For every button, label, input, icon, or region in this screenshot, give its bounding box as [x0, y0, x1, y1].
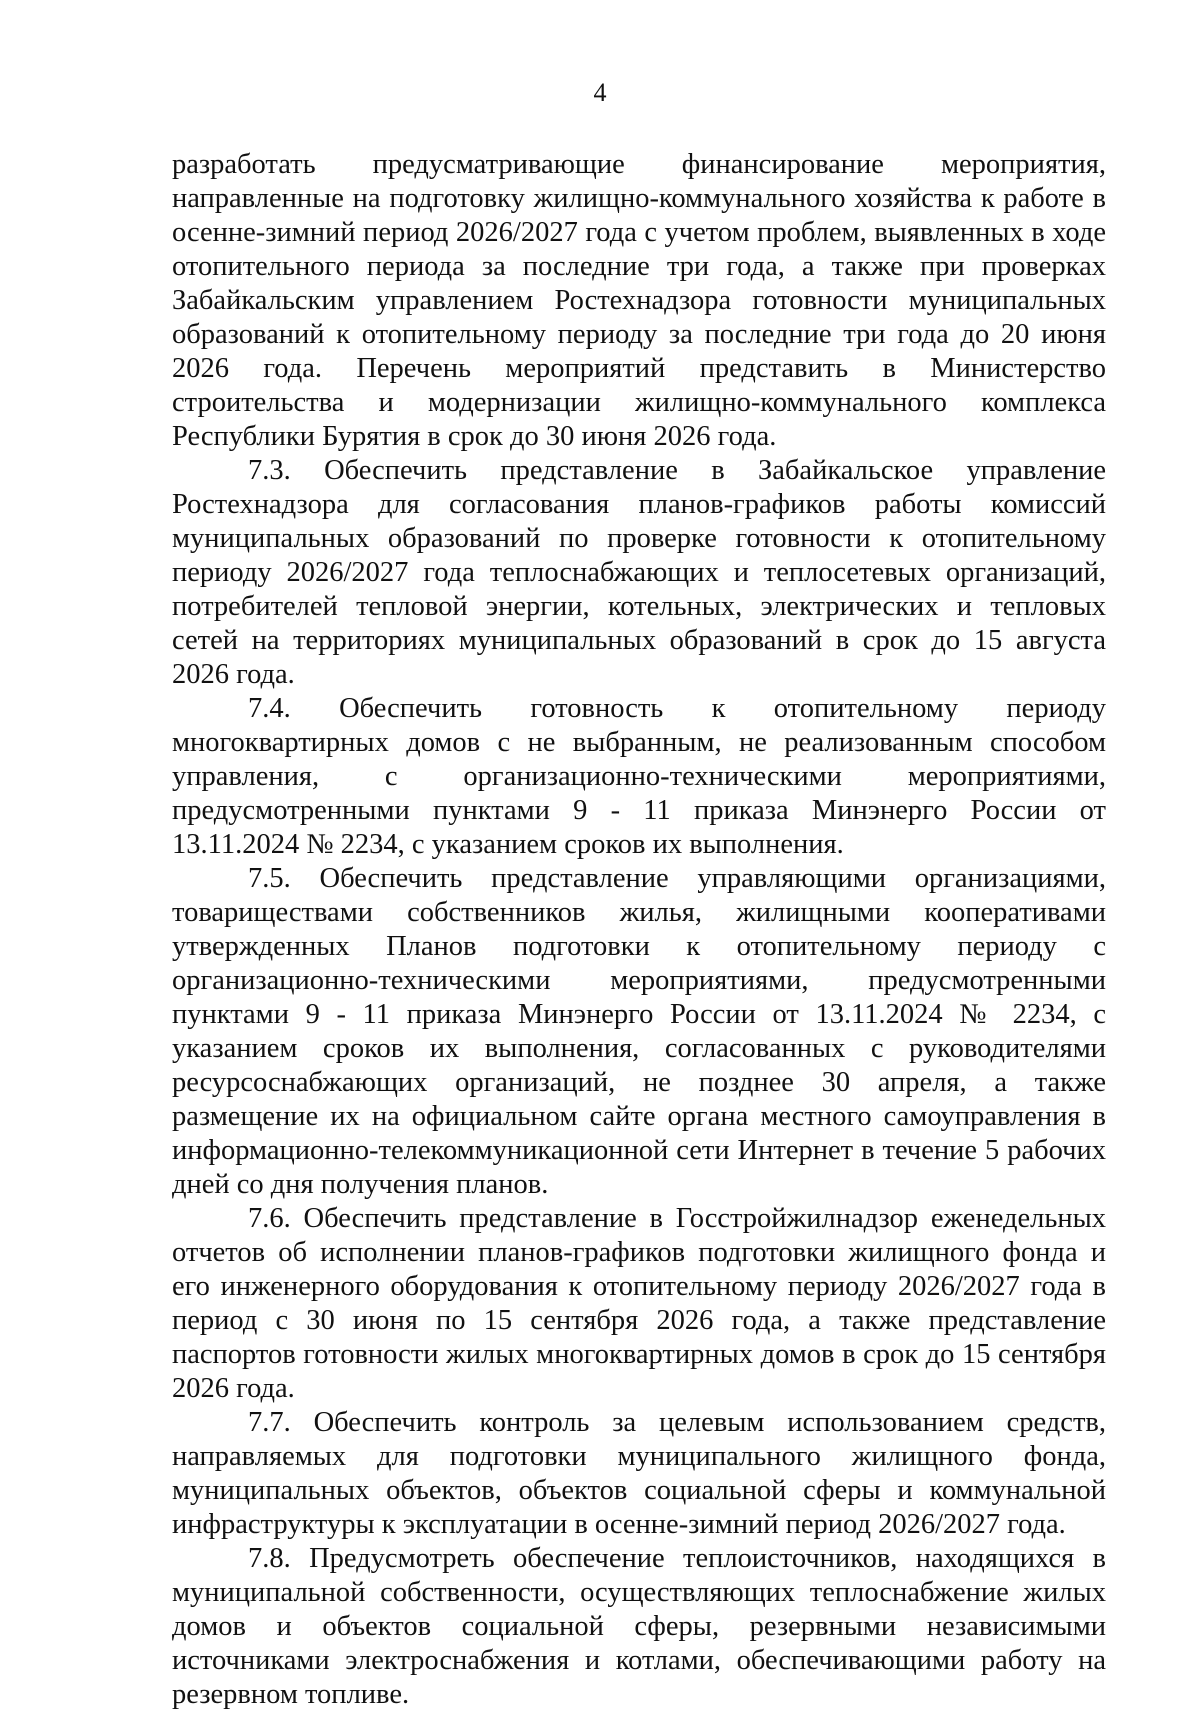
paragraph-continuation: разработать предусматривающие финансирование мероприятия, направленные на подготовку жилищно-коммунального хозяйства к работе в осенне-зимний период 2026/2027 года с учетом проблем, выявленных в ходе отопительного периода за последние три года, а также при проверках Забайкальским управлением Ростехнадзора готовности муниципальных образований к отопительному периоду за последние три года до 20 июня 2026 года. Перечень мероприятий представить в Министерство строительства и модернизации жилищно-коммунального комплекса Республики Бурятия в срок до 30 июня 2026 года. [172, 149, 1106, 452]
paragraph-7-8: 7.8. Предусмотреть обеспечение теплоисточников, находящихся в муниципальной собственности, осуществляющих теплоснабжение жилых домов и объектов социальной сферы, резервными независимыми источниками электроснабжения и котлами, обеспечивающими работу на резервном топливе. [172, 1543, 1106, 1710]
paragraph-7-5: 7.5. Обеспечить представление управляющими организациями, товариществами собственников жилья, жилищными кооперативами утвержденных Планов подготовки к отопительному периоду с организационно-техническими мероприятиями, предусмотренными пунктами 9 - 11 приказа Минэнерго России от 13.11.2024 № 2234, с указанием сроков их выполнения, согласованных с руководителями ресурсоснабжающих организаций, не позднее 30 апреля, а также размещение их на официальном сайте органа местного самоуправления в информационно-телекоммуникационной сети Интернет в течение 5 рабочих дней со дня получения планов. [172, 863, 1106, 1200]
page-number: 4 [593, 78, 607, 107]
document-body [172, 148, 1106, 1712]
paragraph-7-6: 7.6. Обеспечить представление в Госстройжилнадзор еженедельных отчетов об исполнении планов-графиков подготовки жилищного фонда и его инженерного оборудования к отопительному периоду 2026/2027 года в период с 30 июня по 15 сентября 2026 года, а также представление паспортов готовности жилых многоквартирных домов в срок до 15 сентября 2026 года. [172, 1203, 1106, 1404]
paragraph-7-7: 7.7. Обеспечить контроль за целевым использованием средств, направляемых для подготовки муниципального жилищного фонда, муниципальных объектов, объектов социальной сферы и коммунальной инфраструктуры к эксплуатации в осенне-зимний период 2026/2027 года. [172, 1407, 1106, 1540]
paragraph-7-4: 7.4. Обеспечить готовность к отопительному периоду многоквартирных домов с не выбранным, не реализованным способом управления, с организационно-техническими мероприятиями, предусмотренными пунктами 9 - 11 приказа Минэнерго России от 13.11.2024 № 2234, с указанием сроков их выполнения. [172, 693, 1106, 860]
paragraph-7-3: 7.3. Обеспечить представление в Забайкальское управление Ростехнадзора для согласования планов-графиков работы комиссий муниципальных образований по проверке готовности к отопительному периоду 2026/2027 года теплоснабжающих и теплосетевых организаций, потребителей тепловой энергии, котельных, электрических и тепловых сетей на территориях муниципальных образований в срок до 15 августа 2026 года. [172, 455, 1106, 690]
